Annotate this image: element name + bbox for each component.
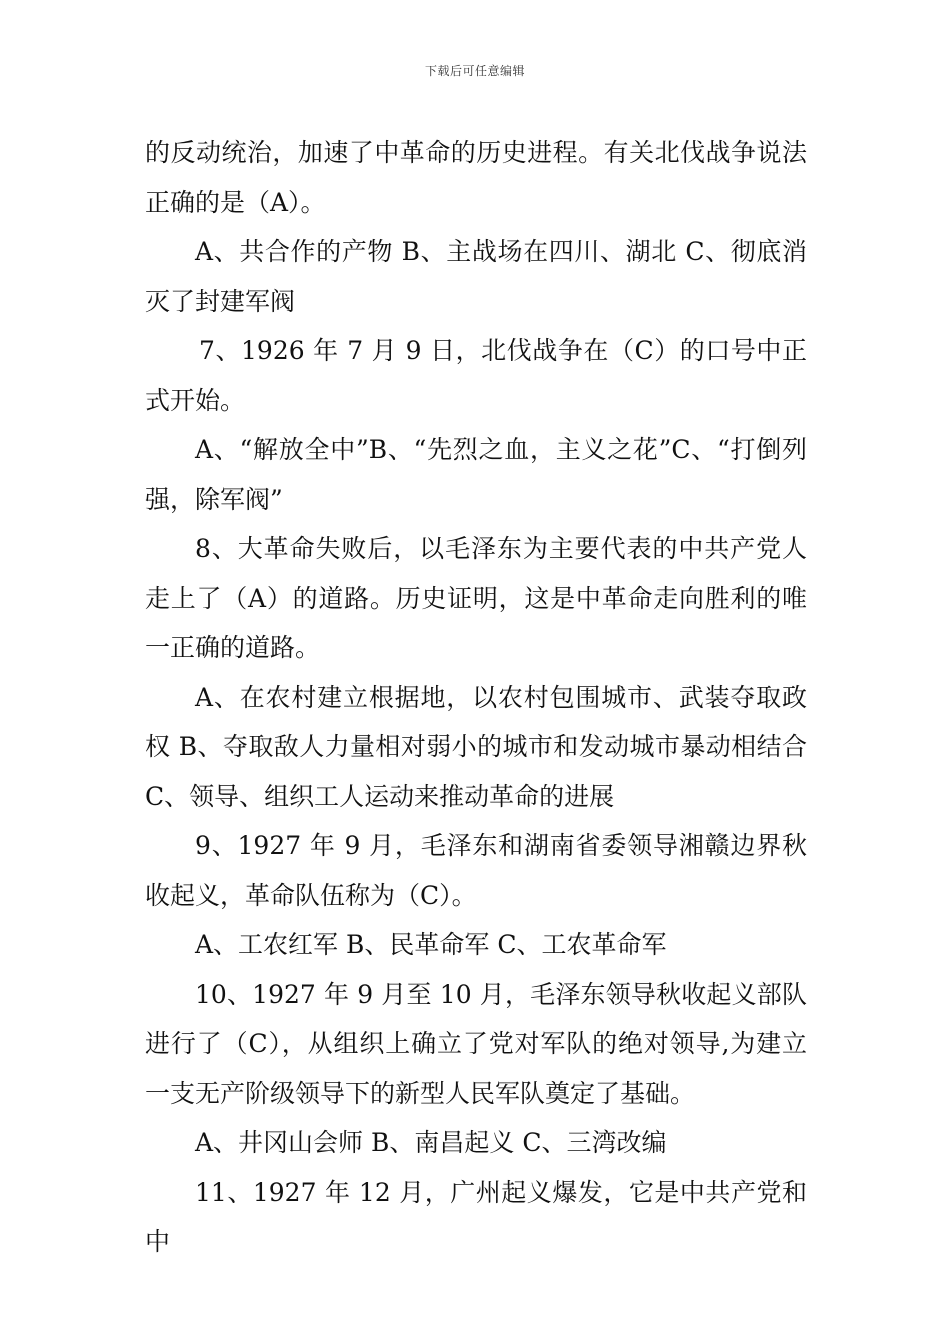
- question-7: 7、1926 年 7 月 9 日，北伐战争在（C）的口号中正式开始。: [145, 336, 807, 415]
- options-q9: A、工农红军 B、民革命军 C、工农革命军: [195, 930, 667, 959]
- options-q7: A、“解放全中”B、“先烈之血，主义之花”C、“打倒列强，除军阀”: [145, 435, 807, 514]
- options-q10: A、井冈山会师 B、南昌起义 C、三湾改编: [195, 1128, 667, 1157]
- document-body: [145, 128, 807, 1267]
- question-11: 11、1927 年 12 月，广州起义爆发，它是中共产党和中: [145, 1177, 807, 1256]
- options-q6: A、共合作的产物 B、主战场在四川、湖北 C、彻底消灭了封建军阀: [145, 237, 807, 316]
- question-9: 9、1927 年 9 月，毛泽东和湖南省委领导湘赣边界秋收起义，革命队伍称为（C）。: [145, 831, 807, 910]
- question-8: 8、大革命失败后，以毛泽东为主要代表的中共产党人走上了（A）的道路。历史证明，这是中革命走向胜利的唯一正确的道路。: [145, 534, 807, 662]
- options-q8: A、在农村建立根据地，以农村包围城市、武装夺取政权 B、夺取敌人力量相对弱小的城市和发动城市暴动相结合 C、领导、组织工人运动来推动革命的进展: [145, 682, 807, 811]
- question-10: 10、1927 年 9 月至 10 月，毛泽东领导秋收起义部队进行了（C），从组织上确立了党对军队的绝对领导,为建立一支无产阶级领导下的新型人民军队奠定了基础。: [145, 979, 807, 1108]
- paragraph-continuation: 的反动统治，加速了中革命的历史进程。有关北伐战争说法正确的是（A）。: [145, 138, 807, 217]
- page-header: 下载后可任意编辑: [424, 64, 525, 78]
